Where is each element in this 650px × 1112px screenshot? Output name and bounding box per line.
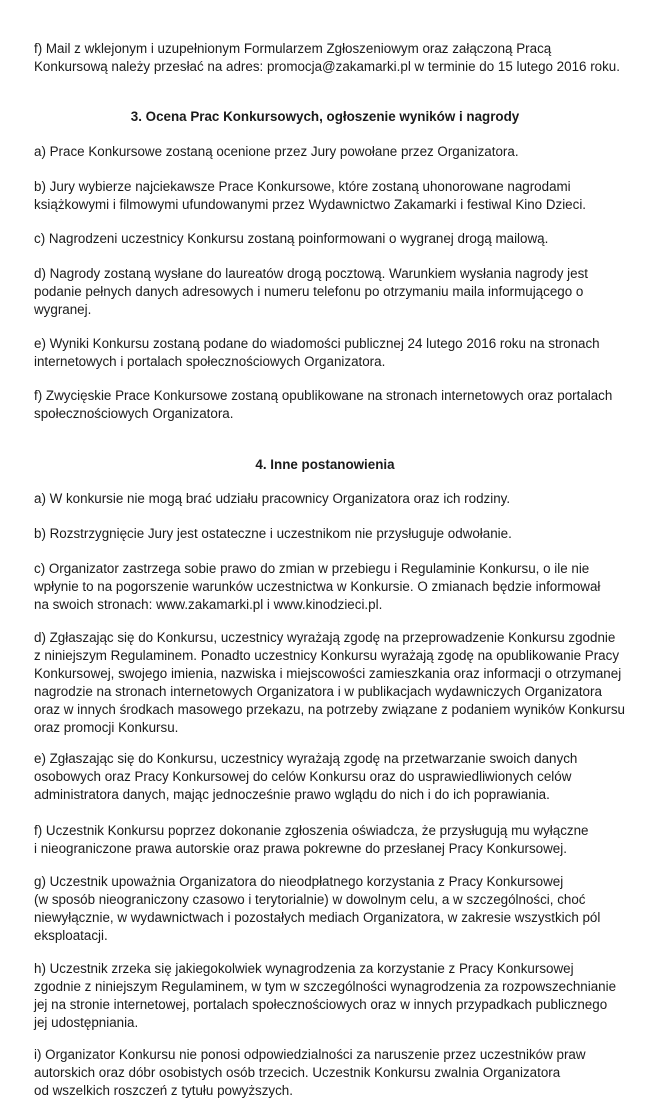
text-line: g) Uczestnik upoważnia Organizatora do nieodpłatnego korzystania z Pracy Konkursowej — [34, 874, 564, 889]
paragraph-prev-f — [34, 40, 634, 76]
text-line: (w sposób nieograniczony czasowo i terytorialnie) w dowolnym celu, a w szczególności, choć — [34, 892, 586, 907]
text-line: c) Organizator zastrzega sobie prawo do zmian w przebiegu i Regulaminie Konkursu, o ile nie — [34, 561, 590, 576]
paragraph-4e — [34, 750, 634, 804]
text-line: na swoich stronach: www.zakamarki.pl i www.kinodzieci.pl. — [34, 597, 383, 612]
text-line: a) Prace Konkursowe zostaną ocenione przez Jury powołane przez Organizatora. — [34, 144, 519, 159]
text-line: od wszelkich roszczeń z tytułu powyższych. — [34, 1083, 293, 1098]
paragraph-3a — [34, 143, 634, 161]
paragraph-4g — [34, 873, 634, 945]
text-line: zgodnie z niniejszym Regulaminem, w tym w szczególności wynagrodzenia za rozpowszechnianie — [34, 979, 617, 994]
text-line: z niniejszym Regulaminem. Ponadto uczestnicy Konkursu wyrażają zgodę na opublikowanie Pracy — [34, 648, 620, 663]
text-line: jej udostępniania. — [34, 1015, 139, 1030]
text-line: b) Jury wybierze najciekawsze Prace Konkursowe, które zostaną uhonorowane nagrodami — [34, 179, 571, 194]
paragraph-3f — [34, 387, 634, 423]
text-line: c) Nagrodzeni uczestnicy Konkursu zostaną poinformowani o wygranej drogą mailową. — [34, 231, 549, 246]
paragraph-3c — [34, 230, 634, 248]
text-line: jej na stronie internetowej, portalach społecznościowych oraz w innych przypadkach publicznego — [34, 997, 608, 1012]
text-line: administratora danych, mając jednocześnie prawo wglądu do nich i do ich poprawiania. — [34, 787, 550, 802]
paragraph-4a — [34, 490, 634, 508]
text-line: wpłynie to na pogorszenie warunków uczestnictwa w Konkursie. O zmianach będzie informował — [34, 579, 601, 594]
text-line: Konkursową należy przesłać na adres: promocja@zakamarki.pl w terminie do 15 lutego 2016 roku. — [34, 59, 620, 74]
paragraph-4d — [34, 629, 634, 737]
text-line: internetowych i portalach społecznościowych Organizatora. — [34, 354, 386, 369]
text-line: d) Zgłaszając się do Konkursu, uczestnicy wyrażają zgodę na przeprowadzenie Konkursu zgodnie — [34, 630, 616, 645]
text-line: autorskich oraz dóbr osobistych osób trzecich. Uczestnik Konkursu zwalnia Organizatora — [34, 1065, 561, 1080]
text-line: niewyłącznie, w wydawnictwach i pozostałych mediach Organizatora, w zakresie wszystkich pól — [34, 910, 601, 925]
text-line: i nieograniczone prawa autorskie oraz prawa pokrewne do przesłanej Pracy Konkursowej. — [34, 841, 567, 856]
text-line: oraz w innych środkach masowego przekazu, na potrzeby związane z podaniem wyników Konkursu — [34, 702, 625, 717]
text-line: eksploatacji. — [34, 928, 108, 943]
paragraph-4c — [34, 560, 634, 614]
section-3-heading: 3. Ocena Prac Konkursowych, ogłoszenie wyników i nagrody — [130, 109, 520, 124]
text-line: e) Wyniki Konkursu zostaną podane do wiadomości publicznej 24 lutego 2016 roku na stronach — [34, 336, 600, 351]
text-line: podanie pełnych danych adresowych i numeru telefonu po otrzymaniu maila informującego o — [34, 284, 584, 299]
text-line: f) Mail z wklejonym i uzupełnionym Formularzem Zgłoszeniowym oraz załączoną Pracą — [34, 41, 552, 56]
text-line: h) Uczestnik zrzeka się jakiegokolwiek wynagrodzenia za korzystanie z Pracy Konkursowej — [34, 961, 574, 976]
text-line: e) Zgłaszając się do Konkursu, uczestnicy wyrażają zgodę na przetwarzanie swoich danych — [34, 751, 578, 766]
paragraph-3d — [34, 265, 634, 319]
text-line: i) Organizator Konkursu nie ponosi odpowiedzialności za naruszenie przez uczestników praw — [34, 1047, 586, 1062]
section-4-heading: 4. Inne postanowienia — [255, 457, 395, 472]
paragraph-3b — [34, 178, 634, 214]
text-line: d) Nagrody zostaną wysłane do laureatów drogą pocztową. Warunkiem wysłania nagrody jest — [34, 266, 589, 281]
text-line: społecznościowych Organizatora. — [34, 406, 234, 421]
paragraph-3e — [34, 335, 634, 371]
paragraph-4b — [34, 525, 634, 543]
text-line: Konkursowej, swojego imienia, nazwiska i miejscowości zamieszkania oraz informacji o otrzymanej — [34, 666, 622, 681]
text-line: oraz promocji Konkursu. — [34, 720, 179, 735]
paragraph-4h — [34, 960, 634, 1032]
text-line: osobowych oraz Pracy Konkursowej do celów Konkursu oraz do usprawiedliwionych celów — [34, 769, 572, 784]
text-line: książkowymi i filmowymi ufundowanymi przez Wydawnictwo Zakamarki i festiwal Kino Dzieci. — [34, 197, 587, 212]
paragraph-4f — [34, 822, 634, 858]
text-line: a) W konkursie nie mogą brać udziału pracownicy Organizatora oraz ich rodziny. — [34, 491, 511, 506]
text-line: f) Zwycięskie Prace Konkursowe zostaną opublikowane na stronach internetowych oraz portalach — [34, 388, 613, 403]
text-line: f) Uczestnik Konkursu poprzez dokonanie zgłoszenia oświadcza, że przysługują mu wyłączne — [34, 823, 589, 838]
text-line: wygranej. — [34, 302, 92, 317]
text-line: nagrodzie na stronach internetowych Organizatora i w publikacjach wydawniczych Organizatora — [34, 684, 602, 699]
paragraph-4i — [34, 1046, 634, 1100]
text-line: b) Rozstrzygnięcie Jury jest ostateczne i uczestnikom nie przysługuje odwołanie. — [34, 526, 512, 541]
